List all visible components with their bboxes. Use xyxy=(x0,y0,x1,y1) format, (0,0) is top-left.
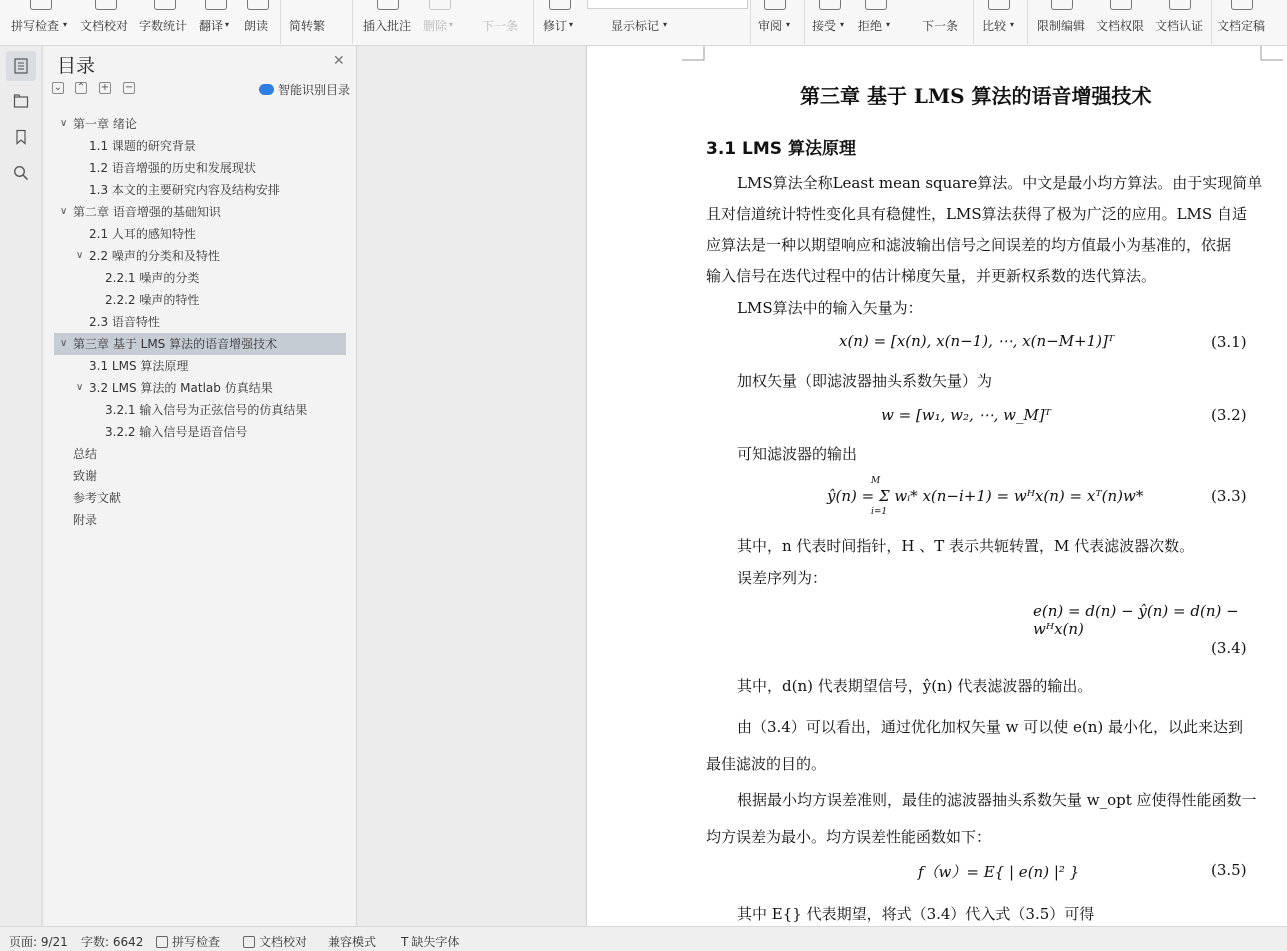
review-button[interactable]: 审阅 ▾ xyxy=(758,0,792,46)
left-rail xyxy=(0,46,42,926)
toc-item[interactable] xyxy=(44,443,357,465)
remove-heading-icon[interactable]: − xyxy=(124,82,134,93)
chevron-down-icon[interactable]: ∨ xyxy=(60,206,68,217)
toc-item-label: 1.2 语音增强的历史和发展现状 xyxy=(89,161,256,175)
comment-icon xyxy=(377,0,399,10)
toc-item-label: 2.2 噪声的分类和及特性 xyxy=(89,249,220,263)
toc-panel xyxy=(44,46,357,926)
expand-up-icon[interactable]: ⌃ xyxy=(76,82,86,93)
section-heading: 3.1 LMS 算法原理 xyxy=(706,139,856,159)
toc-item[interactable] xyxy=(44,377,357,399)
status-bar xyxy=(0,926,1287,951)
page-margin-area xyxy=(358,46,585,926)
toc-item-label: 第一章 绪论 xyxy=(73,117,137,131)
spell-check-button[interactable]: 拼写检查 ▾ xyxy=(11,0,71,46)
next-change-button[interactable]: 下一条 xyxy=(922,19,959,33)
toc-item-label: 3.2 LMS 算法的 Matlab 仿真结果 xyxy=(89,381,273,395)
doc-finalize-button[interactable]: 文档定稿 xyxy=(1217,0,1267,46)
body-paragraph: LMS算法中的输入矢量为： xyxy=(737,299,923,317)
search-button[interactable] xyxy=(6,158,36,188)
toc-item[interactable] xyxy=(44,289,357,311)
equation-number: (3.2) xyxy=(1211,406,1247,424)
doc-proof-status[interactable]: 文档校对 xyxy=(243,933,307,950)
toc-item-label: 第二章 语音增强的基础知识 xyxy=(73,205,221,219)
compare-icon xyxy=(988,0,1010,10)
body-paragraph: 其中 E{} 代表期望，将式（3.4）代入式（3.5）可得 xyxy=(737,905,1095,923)
document-page xyxy=(586,46,1287,926)
body-paragraph: 误差序列为： xyxy=(737,569,828,587)
delete-icon xyxy=(429,0,451,10)
body-paragraph: 输入信号在迭代过程中的估计梯度矢量，并更新权系数的迭代算法。 xyxy=(706,267,1157,285)
body-paragraph: 均方误差为最小。均方误差性能函数如下： xyxy=(706,828,992,846)
ribbon-toolbar xyxy=(0,0,1287,46)
check-icon xyxy=(156,936,168,948)
folder-tree-icon xyxy=(13,93,29,109)
bookmark-button[interactable] xyxy=(6,122,36,152)
toc-item-label: 3.2.2 输入信号是语音信号 xyxy=(105,425,248,439)
equation: x(n) = [x(n), x(n−1), ⋯, x(n−M+1)]ᵀ xyxy=(839,332,1115,350)
revise-button[interactable]: 修订 ▾ xyxy=(543,0,577,46)
body-paragraph: 可知滤波器的输出 xyxy=(737,445,858,463)
translate-icon xyxy=(205,0,227,10)
smart-toc-button[interactable]: 智能识别目录 xyxy=(259,81,350,98)
toc-item-label: 第三章 基于 LMS 算法的语音增强技术 xyxy=(73,337,278,351)
toc-item[interactable] xyxy=(44,355,357,377)
accept-button[interactable]: 接受 ▾ xyxy=(812,0,848,46)
proof-icon xyxy=(95,0,117,10)
equation-number: (3.4) xyxy=(1211,639,1247,657)
insert-comment-button[interactable]: 插入批注 xyxy=(363,0,413,46)
accept-icon xyxy=(819,0,841,10)
search-icon xyxy=(13,165,29,181)
doc-proof-button[interactable]: 文档校对 xyxy=(80,0,132,46)
chevron-down-icon[interactable]: ∨ xyxy=(60,338,68,349)
chapter-heading: 第三章 基于 LMS 算法的语音增强技术 xyxy=(800,84,1152,108)
doc-certify-button[interactable]: 文档认证 xyxy=(1155,0,1205,46)
toc-item[interactable] xyxy=(44,487,357,509)
font-warning-icon: T xyxy=(401,935,409,949)
toc-item[interactable] xyxy=(54,333,346,355)
finalize-icon xyxy=(1231,0,1253,10)
sum-upper-limit: M xyxy=(871,476,881,486)
read-aloud-button[interactable]: 朗读 xyxy=(244,0,272,46)
certify-icon xyxy=(1169,0,1191,10)
compat-mode-status[interactable]: 兼容模式 xyxy=(328,935,377,949)
toc-list xyxy=(44,113,357,531)
body-paragraph: 根据最小均方误差准则，最佳的滤波器抽头系数矢量 w_opt 应使得性能函数一 xyxy=(737,791,1257,809)
body-paragraph: 由（3.4）可以看出，通过优化加权矢量 w 可以使 e(n) 最小化，以此来达到 xyxy=(737,718,1244,736)
toc-item[interactable] xyxy=(44,245,357,267)
permission-icon xyxy=(1110,0,1132,10)
toc-title: 目录 xyxy=(57,55,96,77)
restrict-edit-button[interactable]: 限制编辑 xyxy=(1037,0,1087,46)
add-heading-icon[interactable]: + xyxy=(100,82,110,93)
toc-item[interactable] xyxy=(44,135,357,157)
toc-item-label: 3.2.1 输入信号为正弦信号的仿真结果 xyxy=(105,403,308,417)
toc-item[interactable] xyxy=(44,201,357,223)
chapter-nav-button[interactable] xyxy=(6,86,36,116)
toc-item-label: 致谢 xyxy=(73,469,98,483)
equation: e(n) = d(n) − ŷ(n) = d(n) − wᴴx(n) xyxy=(1033,602,1239,638)
page-indicator[interactable]: 页面: 9/21 xyxy=(9,935,68,949)
doc-permission-button[interactable]: 文档权限 xyxy=(1096,0,1146,46)
speaker-icon xyxy=(247,0,269,10)
body-paragraph: LMS算法全称Least mean square算法。中文是最小均方算法。由于实现简单 xyxy=(737,174,1263,192)
toc-item[interactable] xyxy=(44,179,357,201)
toc-panel-button[interactable] xyxy=(6,51,36,81)
toc-item-label: 1.1 课题的研究背景 xyxy=(89,139,196,153)
revise-icon xyxy=(549,0,571,10)
translate-button[interactable]: 翻译 ▾ xyxy=(199,0,233,46)
toc-item[interactable] xyxy=(44,399,357,421)
equation: f（w）= E{ | e(n) |² } xyxy=(918,863,1080,881)
crop-mark-left xyxy=(682,46,706,62)
toc-icon xyxy=(13,58,29,74)
next-comment-button[interactable]: 下一条 xyxy=(482,19,519,33)
body-paragraph: 最佳滤波的目的。 xyxy=(706,755,827,773)
toc-item-label: 1.3 本文的主要研究内容及结构安排 xyxy=(89,183,280,197)
toc-item[interactable] xyxy=(44,113,357,135)
body-paragraph: 其中，n 代表时间指针，H 、T 表示共轭转置，M 代表滤波器次数。 xyxy=(737,537,1195,555)
toc-item[interactable] xyxy=(44,267,357,289)
delete-comment-button[interactable]: 删除 ▾ xyxy=(423,0,457,46)
body-paragraph: 应算法是一种以期望响应和滤波输出信号之间误差的均方值最小为基准的，依据 xyxy=(706,236,1232,254)
chevron-down-icon[interactable]: ∨ xyxy=(60,118,68,129)
equation: ŷ(n) = Σ wᵢ* x(n−i+1) = wᴴx(n) = xᵀ(n)w* xyxy=(827,487,1144,505)
word-count-button[interactable]: 字数统计 xyxy=(139,0,191,46)
spell-check-status[interactable]: 拼写检查 xyxy=(156,933,220,950)
toc-item-label: 附录 xyxy=(73,513,98,527)
body-paragraph: 加权矢量（即滤波器抽头系数矢量）为 xyxy=(737,372,993,390)
compare-button[interactable]: 比较 ▾ xyxy=(982,0,1016,46)
sum-lower-limit: i=1 xyxy=(871,507,888,517)
chevron-down-icon[interactable]: ∨ xyxy=(76,382,84,393)
toc-item-label: 2.2.1 噪声的分类 xyxy=(105,271,200,285)
equation: w = [w₁, w₂, ⋯, w_M]ᵀ xyxy=(881,406,1051,424)
equation-number: (3.5) xyxy=(1211,861,1247,879)
show-marks-button[interactable]: 显示标记 ▾ xyxy=(611,19,668,33)
count-icon xyxy=(154,0,176,10)
reject-icon xyxy=(865,0,887,10)
toc-item[interactable] xyxy=(44,421,357,443)
check-icon xyxy=(30,0,52,10)
collapse-all-icon[interactable]: ⌄ xyxy=(53,82,63,93)
toc-item-label: 总结 xyxy=(73,447,98,461)
ai-icon xyxy=(259,84,274,95)
trad-simp-button[interactable]: 简转繁 xyxy=(289,19,326,33)
review-icon xyxy=(764,0,786,10)
toc-item-label: 参考文献 xyxy=(73,491,122,505)
word-count-indicator[interactable]: 字数: 6642 xyxy=(81,935,144,949)
toc-item[interactable] xyxy=(44,311,357,333)
proof-icon xyxy=(243,936,255,948)
toc-item[interactable] xyxy=(44,223,357,245)
equation-number: (3.1) xyxy=(1211,333,1247,351)
body-paragraph: 且对信道统计特性变化具有稳健性，LMS算法获得了极为广泛的应用。LMS 自适 xyxy=(706,205,1247,223)
toc-item-label: 2.1 人耳的感知特性 xyxy=(89,227,196,241)
lock-icon xyxy=(1051,0,1073,10)
body-paragraph: 其中，d(n) 代表期望信号，ŷ(n) 代表滤波器的输出。 xyxy=(737,677,1093,695)
crop-mark-right xyxy=(1259,46,1283,62)
toc-item[interactable] xyxy=(44,465,357,487)
toc-item-label: 2.3 语音特性 xyxy=(89,315,160,329)
close-icon[interactable]: ✕ xyxy=(333,53,345,69)
equation-number: (3.3) xyxy=(1211,487,1247,505)
toc-item[interactable] xyxy=(44,509,357,531)
reject-button[interactable]: 拒绝 ▾ xyxy=(858,0,894,46)
toc-item[interactable] xyxy=(44,157,357,179)
toc-item-label: 3.1 LMS 算法原理 xyxy=(89,359,189,373)
bookmark-icon xyxy=(13,129,29,145)
toc-item-label: 2.2.2 噪声的特性 xyxy=(105,293,200,307)
chevron-down-icon[interactable]: ∨ xyxy=(76,250,84,261)
missing-font-status[interactable]: T 缺失字体 xyxy=(401,935,460,949)
